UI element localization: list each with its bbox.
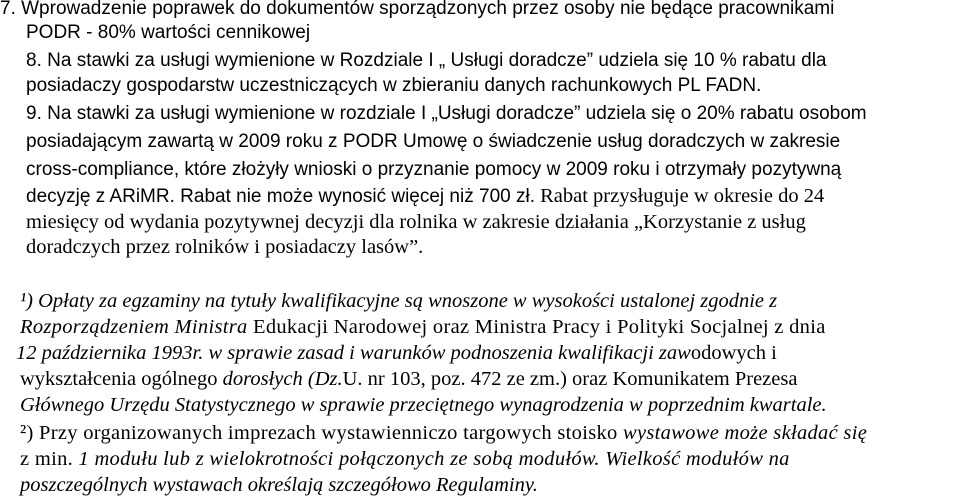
- footnote-1-line-2-italic: Rozporządzeniem Ministra: [20, 316, 248, 338]
- footnote-2-line-3: poszczególnych wystawach określają szczegółowo Regulaminy.: [20, 474, 538, 496]
- footnote-1-line-1: ¹) Opłaty za egzaminy na tytuły kwalifikacyjne są wnoszone w wysokości ustalonej zgodnie z: [20, 290, 778, 312]
- footnote-1-line-3: [16, 341, 777, 365]
- item-9-line-6: doradczych przez rolników i posiadaczy lasów”.: [26, 236, 424, 258]
- footnote-2-line-1-part-a: ²) Przy organizowanych imprezach wystawienniczo targowych stoisko: [20, 422, 624, 444]
- footnote-1-line-4-part-a: wykształcenia ogólnego: [20, 368, 223, 390]
- item-8-line-2: posiadaczy gospodarstw uczestniczących w zbieraniu danych rachunkowych PL FADN.: [26, 75, 762, 96]
- footnote-2-line-1: [20, 421, 867, 445]
- item-9-line-4-part-b: Rabat przysługuje w okresie do 24: [534, 185, 825, 207]
- item-9-line-3: cross-compliance, które złożyły wnioski o przyznanie pomocy w 2009 roku i otrzymały pozytywną: [26, 159, 842, 180]
- item-9-line-4: [26, 184, 824, 209]
- footnote-2-line-2-italic: 1 modułu lub z wielokrotności połączonych ze sobą modułów. Wielkość modułów na: [78, 448, 790, 470]
- footnote-1-line-2-rest: Edukacji Narodowej oraz Ministra Pracy i Polityki Socjalnej z dnia: [247, 316, 826, 338]
- item-9-line-5: miesięcy od wydania pozytywnej decyzji dla rolnika w zakresie działania „Korzystanie z usług: [26, 211, 806, 233]
- footnote-1-line-3-rest: odowych i: [690, 342, 777, 364]
- item-9-line-2: posiadającym zawartą w 2009 roku z PODR Umowę o świadczenie usług doradczych w zakresie: [26, 131, 841, 152]
- item-9-line-4-part-a: decyzję z ARiMR. Rabat nie może wynosić więcej niż 700 zł.: [26, 186, 535, 207]
- item-9-line-1: 9. Na stawki za usługi wymienione w rozdziale I „Usługi doradcze” udziela się o 20% rabatu osobom: [26, 103, 867, 124]
- footnote-1-line-3-italic: 12 października 1993r. w sprawie zasad i warunków podnoszenia kwalifikacji zaw: [16, 342, 691, 364]
- footnote-2-line-2: [20, 447, 790, 471]
- footnote-1-line-4: [20, 367, 797, 391]
- footnote-1-line-5: Głównego Urzędu Statystycznego w sprawie przeciętnego wynagrodzenia w poprzednim kwartale.: [20, 394, 827, 416]
- item-7-line-1: 7. Wprowadzenie poprawek do dokumentów sporządzonych przez osoby nie będące pracownikami: [0, 0, 835, 19]
- footnote-1-line-2: [20, 315, 826, 339]
- footnote-1-line-4-part-b: U. nr 103, poz. 472 ze zm.) oraz Komunikatem Prezesa: [342, 368, 798, 390]
- footnote-2-line-2-part-a: z min.: [20, 448, 79, 470]
- footnote-1-line-4-italic: dorosłych (Dz.: [222, 368, 343, 390]
- item-8-line-1: 8. Na stawki za usługi wymienione w Rozdziale I „ Usługi doradcze” udziela się 10 % rabatu dla: [26, 50, 827, 71]
- item-7-line-2: PODR - 80% wartości cennikowej: [26, 22, 311, 43]
- footnote-2-line-1-italic: wystawowe może składać się: [623, 422, 868, 444]
